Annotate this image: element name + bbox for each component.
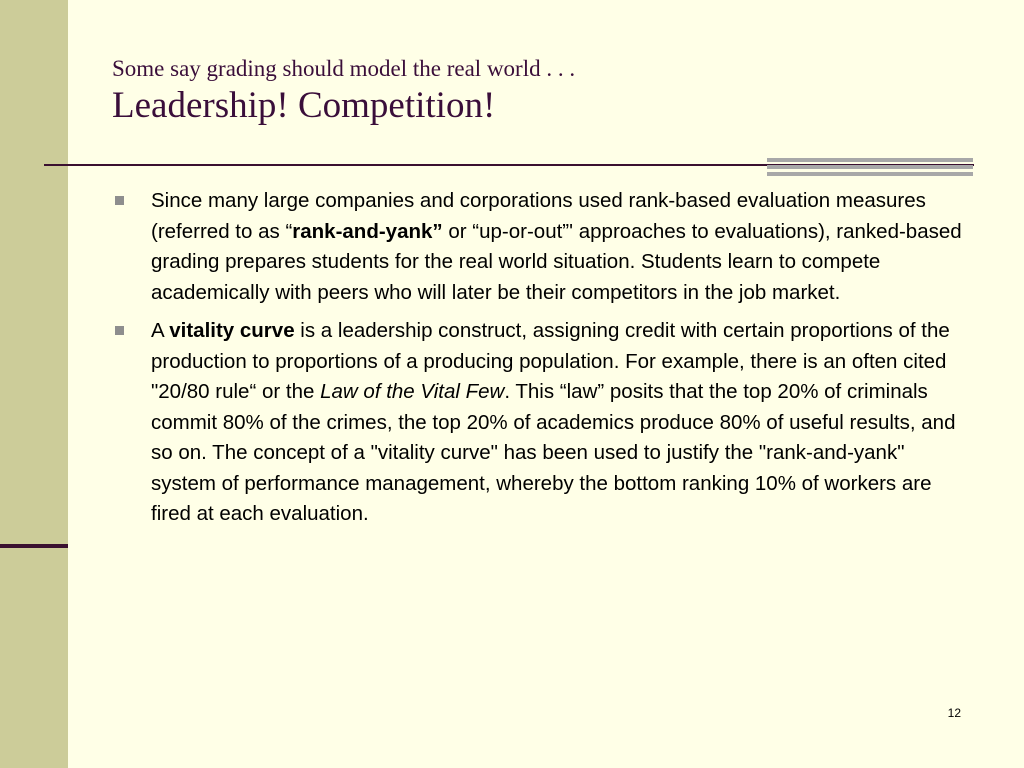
slide-title: Leadership! Competition! bbox=[112, 85, 496, 126]
square-bullet-icon bbox=[115, 326, 124, 335]
bullet-list bbox=[115, 186, 965, 538]
square-bullet-icon bbox=[115, 196, 124, 205]
bullet-bold-term: rank-and-yank” bbox=[292, 219, 443, 243]
bullet-item bbox=[115, 316, 965, 530]
bullet-text-part: is a leadership construct, assigning credit with certain proportions of the production to proportions of a producing population. For example, there is an often cited "20/80 rule“ or the bbox=[151, 319, 950, 403]
title-divider-accent bbox=[767, 158, 973, 179]
left-accent-band bbox=[0, 0, 68, 768]
bullet-text-part: . This “law” posits that the top 20% of criminals commit 80% of the crimes, the top 20% of academics produce 80% of useful results, and so on. The concept of a "vitality curve" has been used to justify the "rank-and-yank" system of performance management, whereby the bottom ranking 10% of workers are fired at each evaluation. bbox=[151, 380, 956, 525]
left-band-divider bbox=[0, 544, 68, 548]
bullet-text-part: or “up-or-out”' approaches to evaluations), ranked-based grading prepares students for the real world situation. Students learn to compete academically with peers who will later be their competitors in the job market. bbox=[151, 219, 962, 304]
bullet-italic-term: Law of the Vital Few bbox=[320, 380, 505, 403]
title-block bbox=[112, 55, 575, 127]
page-number: 12 bbox=[947, 706, 961, 720]
bullet-text bbox=[151, 189, 962, 304]
bullet-text-part: A bbox=[151, 319, 170, 342]
bullet-text bbox=[151, 319, 955, 525]
bullet-item bbox=[115, 186, 965, 308]
bullet-bold-term: vitality curve bbox=[169, 319, 295, 342]
slide-subtitle: Some say grading should model the real world . . . bbox=[112, 56, 576, 81]
bullet-text-part: Since many large companies and corporations used rank-based evaluation measures (referred to as “ bbox=[151, 189, 926, 243]
